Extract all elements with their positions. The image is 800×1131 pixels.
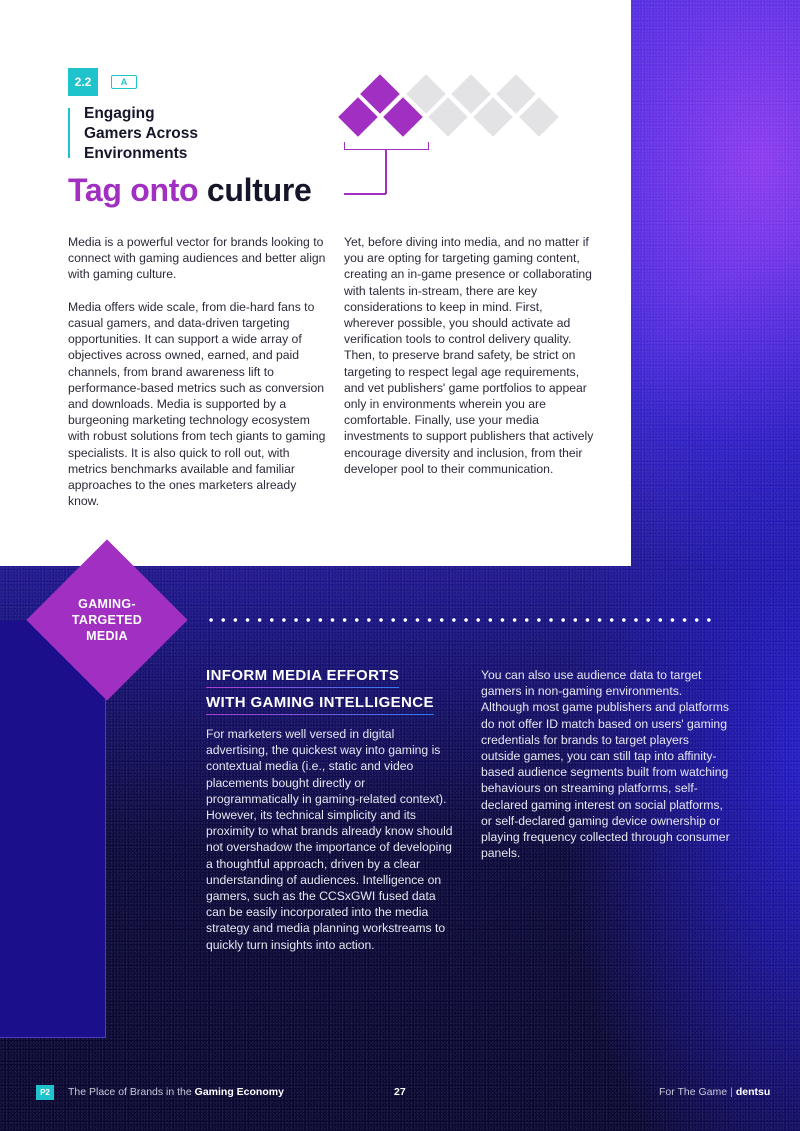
section-rule: [68, 108, 70, 158]
feature-right-text: You can also use audience data to target gamers in non-gaming environments. Although most game publishers and platforms do not offer ID match based on users' gaming credentials for brands to target players outside games, you can still tap into affinity-based audience segments built from watching behaviours on streaming platforms, self-declared gaming interest on social platforms, or self-declared gaming device ownership or playing frequency collected through consumer panels.: [481, 668, 730, 861]
footer-brand: For The Game | dentsu: [659, 1086, 771, 1098]
page-footer: [0, 1083, 800, 1103]
section-title: Engaging Gamers Across Environments: [84, 105, 199, 162]
part-badge: P2: [36, 1085, 54, 1100]
section-number-badge: 2.2: [68, 68, 98, 96]
intro-left-column: Media is a powerful vector for brands looking to connect with gaming audiences and better align with gaming culture. Media offers wide scale, from die-hard fans to casual gamers, and data-driven targeting opportunities. It can support a wide array of objectives across owned, earned, and paid channels, from brand awareness lift to performance-based metrics such as conversion and downloads. Media is supported by a burgeoning marketing technology ecosystem with robust solutions from tech giants to gaming specialists. It is also quick to roll out, with metrics benchmarks available and familiar approaches to the ones marketers already know.: [68, 235, 326, 509]
bracket-connector-foot: [344, 193, 386, 195]
feature-heading: INFORM MEDIA EFFORTS WITH GAMING INTELLIGENCE: [206, 667, 434, 711]
progress-diamonds: [340, 74, 580, 144]
category-badge: [27, 540, 187, 700]
dotted-divider: [205, 617, 715, 623]
intro-card: [0, 0, 631, 566]
diamond-bracket: [344, 142, 429, 150]
bracket-connector: [385, 150, 387, 194]
category-label: GAMING- TARGETED MEDIA: [71, 597, 143, 643]
page-title: Tag onto culture: [68, 172, 312, 208]
publication-title: The Place of Brands in the Gaming Economy: [68, 1086, 284, 1098]
feature-left-text: For marketers well versed in digital advertising, the quickest way into gaming is contextual media (i.e., static and video placements bought directly or programmatically in gaming-related context). However, its technical simplicity and its proximity to what brands already know should not overshadow the importance of developing a thoughtful approach, driven by a clear understanding of audiences. Intelligence on gamers, such as the CCSxGWI fused data can be easily incorporated into the media strategy and media planning workstreams to quickly turn insights into action.: [206, 727, 453, 952]
page-number: 27: [394, 1086, 406, 1098]
game-controller-icon: A: [111, 75, 137, 89]
intro-right-column: Yet, before diving into media, and no matter if you are opting for targeting gaming content, creating an in-game presence or collaborating with talents in-stream, there are key considerations to keep in mind. First, wherever possible, you should activate ad verification tools to control delivery quality. Then, to preserve brand safety, be strict on targeting to respect legal age requirements, and vet publishers' game portfolios to appear only in environments wherein you are comfortable. Finally, use your media investments to support publishers that actively encourage diversity and inclusion, from their developer pool to their communication.: [344, 235, 594, 476]
dentsu-logo: dentsu: [735, 1086, 771, 1098]
